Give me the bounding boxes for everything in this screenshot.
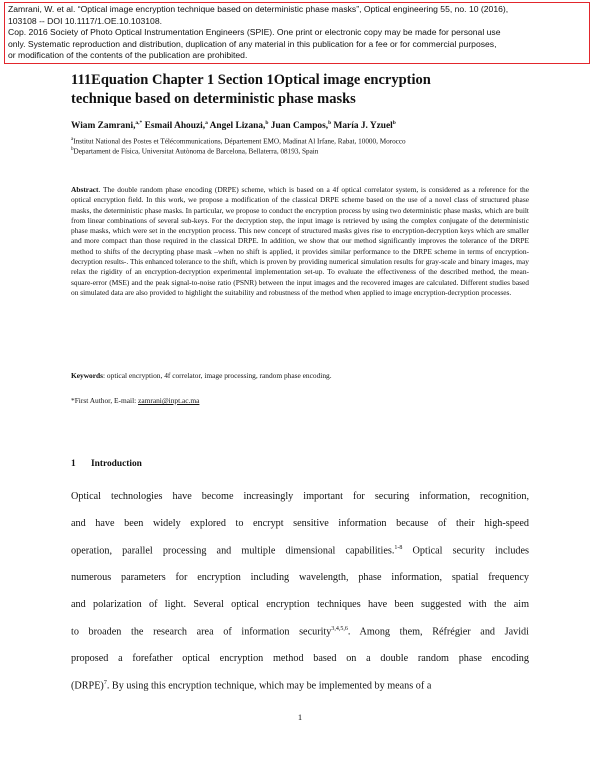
author-list: [71, 120, 541, 131]
body-text-line: numerous parameters for encryption including wavelength, phase information, spatial frequency: [71, 572, 529, 583]
email-link[interactable]: zamrani@inpt.ac.ma: [138, 396, 200, 405]
section-number: 1: [71, 459, 76, 469]
copyright-line: only. Systematic reproduction and distribution, duplication of any material in this publication for a fee or for commercial purposes,: [8, 38, 497, 49]
copyright-line: Cop. 2016 Society of Photo Optical Instrumentation Engineers (SPIE). One print or electronic copy may be made for personal use: [8, 27, 501, 38]
body-text-line: and polarization of light. Several optical encryption techniques have been suggested with the aim: [71, 599, 529, 610]
keywords-text: : optical encryption, 4f correlator, image processing, random phase encoding.: [103, 371, 332, 380]
affiliation-mark: b: [71, 147, 74, 152]
body-text-line: and have been widely explored to encrypt sensitive information because of their high-speed: [71, 518, 529, 529]
paper-title: [71, 71, 541, 109]
paper-title-line: 111Equation Chapter 1 Section 1Optical image encryption: [71, 72, 431, 88]
abstract-text: . The double random phase encoding (DRPE) scheme, which is based on a 4f optical correlator system, is considered as a reference for the optical encryption field. In this work, we propose a modification of the classical DRPE scheme based on the use of a novel class of structured phase masks, the deterministic phase masks. In particular, we propose to conduct the encryption process by using two deterministic phase masks, which are built from linear combinations of several sub-keys. For the decryption step, the input image is retrieved by using the complex conjugate of the deterministic phase masks, which were set in the encryption process. This new concept of structured masks gives rise to encryption-decryption keys which are smaller and more compact than those required in the classical DRPE. In addition, we show that our method significantly improves the tolerance of the DRPE method to shifts of the decrypting phase mask –when no shift is applied, it provides similar performance to the DRPE scheme in terms of encryption-decryption results-. This enhanced tolerance to the shift, which is proven by providing numerical simulation results for gray-scale and binary images, may relax the rigidity of an encryption-decryption experimental implementation set-up. To evaluate the effectiveness of the described method, the mean-square-error (MSE) and the peak signal-to-noise ratio (PSNR) between the input images and the recovered images are calculated. Different studies based on simulated data are also provided to highlight the suitability and robustness of the method when applied to image encryption-decryption processes.: [71, 185, 529, 297]
page-number: 1: [297, 712, 303, 722]
body-text-line: to broaden the research area of information security$^{3,4,5,6}$. Among them, Réfrégier and Javidi: [71, 626, 529, 638]
body-text-line: Optical technologies have become increasingly important for securing information, recognition,: [71, 491, 529, 502]
body-text-line: operation, parallel processing and multiple dimensional capabilities.$^{1-8}$ Optical security includes: [71, 545, 529, 557]
author-affiliation-mark: a: [205, 120, 208, 126]
keywords: [71, 371, 529, 380]
citation-superscript: 1-8: [394, 545, 403, 551]
abstract-label: Abstract: [71, 185, 99, 194]
author-affiliation-mark: b: [328, 120, 332, 126]
citation-superscript: 7: [103, 680, 107, 686]
copyright-line: or modification of the contents of the publication are prohibited.: [8, 50, 248, 61]
paper-title-line: technique based on deterministic phase masks: [71, 91, 356, 107]
body-text-line: proposed a forefather optical encryption method based on a double random phase encoding: [71, 653, 529, 664]
affiliation-text: Institut National des Postes et Télécommunications, Département EMO, Madinat Al Irfane, Rabat, 10000, Morocco: [73, 137, 406, 146]
section-title: Introduction: [91, 459, 142, 469]
author-affiliation-mark: b: [265, 120, 269, 126]
contact-label: *First Author, E-mail:: [71, 396, 139, 405]
citation-line: Zamrani, W. et al. “Optical image encryption technique based on deterministic phase masks”, Optical engineering 55, no. 10 (2016),: [8, 4, 509, 14]
author-affiliation-mark: b: [392, 120, 396, 126]
affiliation-mark: a: [71, 137, 74, 142]
author-name: Esmail Ahouzi,: [144, 121, 206, 132]
author-name: María J. Yzuel: [333, 121, 393, 132]
author-name: Wiam Zamrani,: [71, 121, 136, 132]
affiliation-text: Departament de Física, Universitat Autònoma de Barcelona, Bellaterra, 08193, Spain: [73, 147, 319, 156]
citation-line: 103108 -- DOI 10.1117/1.OE.10.103108.: [8, 15, 162, 26]
author-name: Juan Campos,: [270, 121, 329, 132]
citation-notice-box: [4, 2, 590, 64]
section-heading: [71, 459, 142, 469]
author-name: Angel Lizana,: [209, 121, 266, 132]
body-text-line: (DRPE)$^7$. By using this encryption technique, which may be implemented by means of a: [71, 680, 432, 692]
affiliation: [71, 145, 541, 157]
keywords-label: Keywords: [71, 371, 104, 380]
author-affiliation-mark: a,*: [135, 120, 143, 126]
abstract: [71, 185, 529, 298]
corresponding-author: [71, 396, 529, 405]
citation-superscript: 3,4,5,6: [331, 626, 348, 632]
